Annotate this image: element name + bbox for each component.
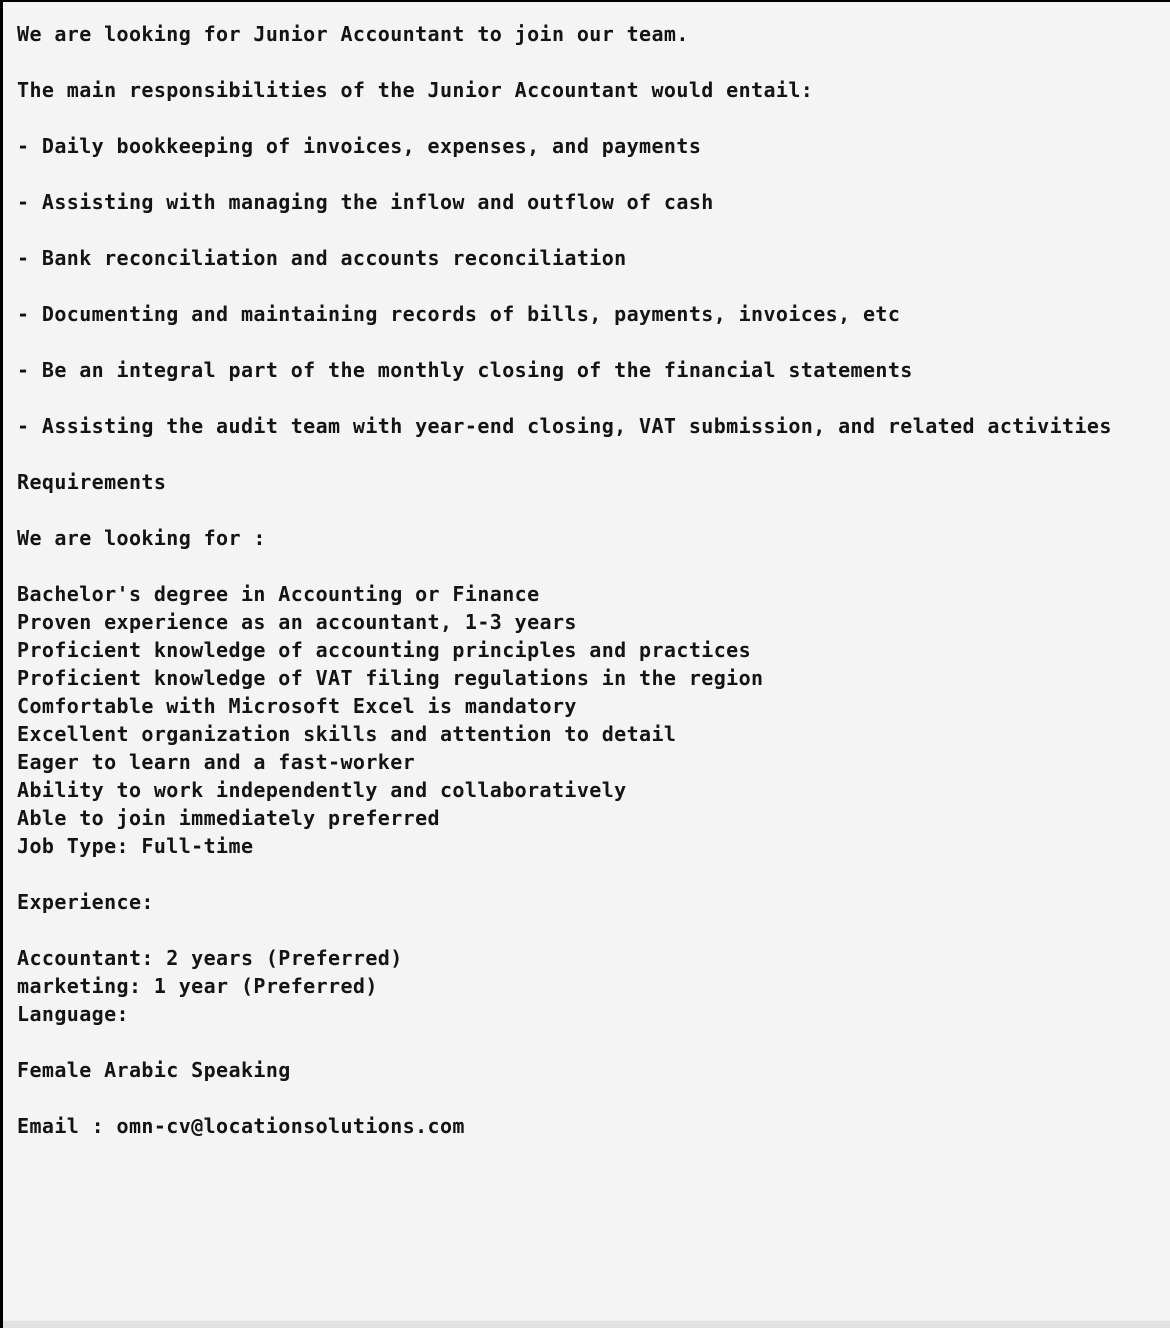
requirements-heading: [17, 468, 1160, 496]
language-value: [17, 1056, 1160, 1084]
requirement-line: Eager to learn and a fast-worker: [17, 750, 416, 774]
job-posting-document: [3, 2, 1170, 1140]
text-line: Female Arabic Speaking: [17, 1058, 291, 1082]
responsibilities-heading: [17, 76, 1160, 104]
text-line: Requirements: [17, 470, 167, 494]
requirement-line: Job Type: Full-time: [17, 834, 254, 858]
responsibility-item: [17, 188, 1160, 216]
email-contact: [17, 1112, 1160, 1140]
bottom-edge-strip: [3, 1320, 1170, 1328]
responsibility-item: [17, 132, 1160, 160]
requirement-line: Comfortable with Microsoft Excel is mandatory: [17, 694, 577, 718]
requirements-list: [17, 580, 1160, 860]
requirement-line: Proven experience as an accountant, 1-3 years: [17, 610, 577, 634]
intro: [17, 20, 1160, 48]
experience-list: [17, 944, 1160, 1028]
experience-line: marketing: 1 year (Preferred): [17, 974, 378, 998]
requirement-line: Bachelor's degree in Accounting or Finance: [17, 582, 540, 606]
text-line: - Daily bookkeeping of invoices, expenses, and payments: [17, 134, 702, 158]
text-line: - Bank reconciliation and accounts reconciliation: [17, 246, 627, 270]
responsibility-item: [17, 412, 1160, 440]
requirement-line: Ability to work independently and collaboratively: [17, 778, 627, 802]
requirements-intro: [17, 524, 1160, 552]
responsibility-item: [17, 300, 1160, 328]
requirement-line: Excellent organization skills and attention to detail: [17, 722, 677, 746]
text-line: Experience:: [17, 890, 154, 914]
requirement-line: Proficient knowledge of accounting principles and practices: [17, 638, 752, 662]
text-line: We are looking for :: [17, 526, 266, 550]
text-line: - Assisting with managing the inflow and outflow of cash: [17, 190, 714, 214]
responsibility-item: [17, 356, 1160, 384]
text-line: The main responsibilities of the Junior Accountant would entail:: [17, 78, 814, 102]
responsibility-item: [17, 244, 1160, 272]
text-line: We are looking for Junior Accountant to join our team.: [17, 22, 689, 46]
experience-heading: [17, 888, 1160, 916]
text-line: - Be an integral part of the monthly closing of the financial statements: [17, 358, 913, 382]
experience-line: Language:: [17, 1002, 129, 1026]
requirement-line: Able to join immediately preferred: [17, 806, 440, 830]
email-line: Email : omn-cv@locationsolutions.com: [17, 1114, 465, 1138]
experience-line: Accountant: 2 years (Preferred): [17, 946, 403, 970]
text-line: - Assisting the audit team with year-end closing, VAT submission, and related activities: [17, 414, 1112, 438]
text-line: - Documenting and maintaining records of bills, payments, invoices, etc: [17, 302, 901, 326]
requirement-line: Proficient knowledge of VAT filing regulations in the region: [17, 666, 764, 690]
